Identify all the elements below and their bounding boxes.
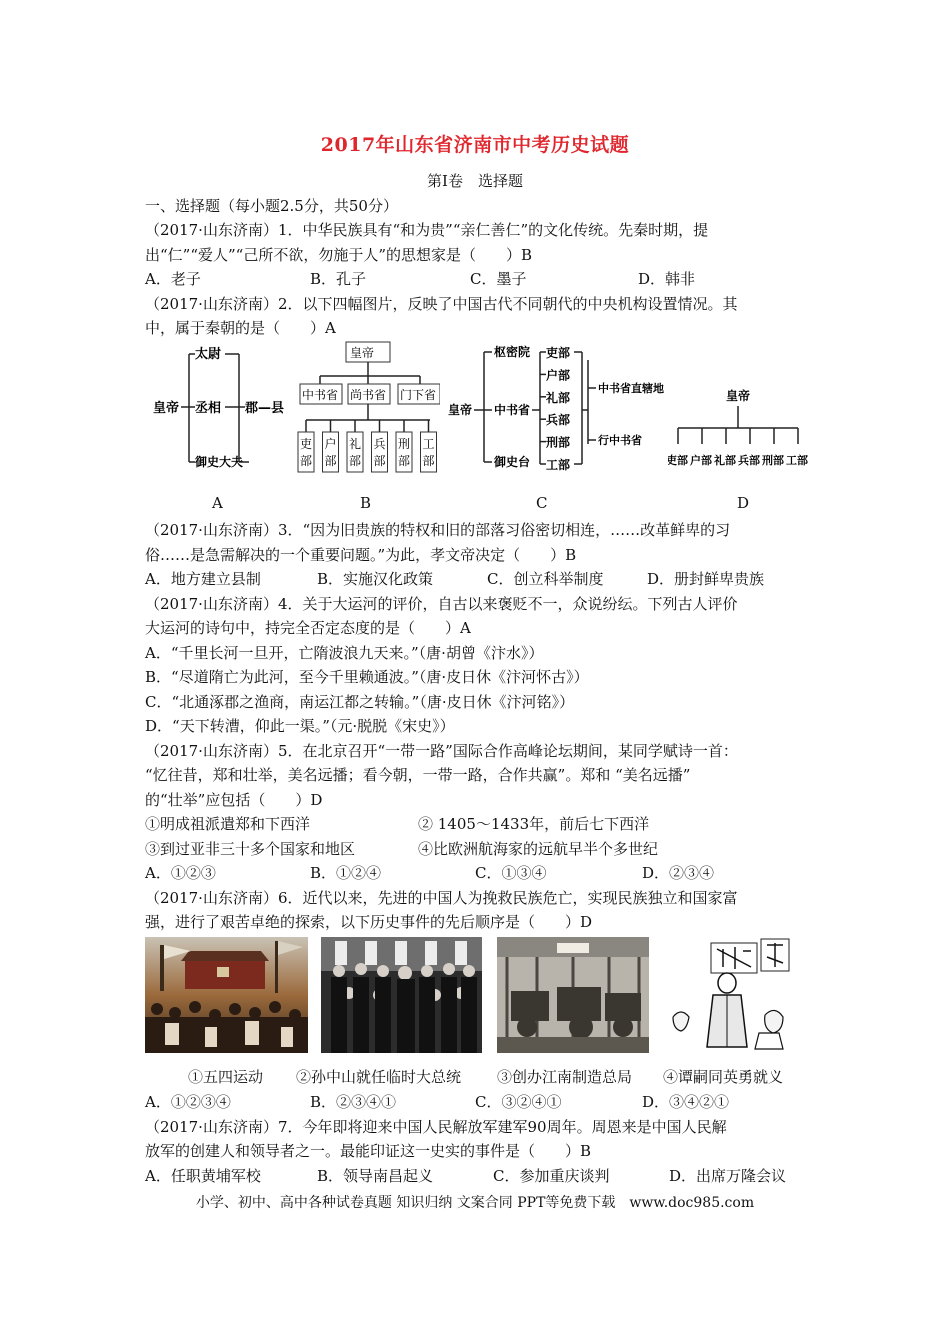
q3-option-d: D．册封鲜卑贵族 [647,570,765,588]
q6-option-c: C．③②④① [475,1093,562,1111]
q7-options [145,1164,805,1188]
diagram-b-ministry-1-char-0: 户 [324,437,337,451]
diagram-d-ministry-1: 户部 [690,454,712,467]
q1-option-d: D．韩非 [638,270,696,288]
q7-option-a: A．任职黄埔军校 [145,1167,261,1185]
diagram-d-emperor: 皇帝 [726,389,751,403]
diagram-d-ministry-2: 礼部 [714,454,736,467]
q3-option-b: B．实施汉化政策 [317,570,434,588]
part-heading: 一、选择题（每小题2.5分，共50分） [145,197,398,215]
diagram-d-ministry-5: 工部 [786,454,808,467]
diagram-a-county: 郡—县 [245,401,285,416]
q5-line1: （2017·山东济南）5．在北京召开“一带一路”国际合作高峰论坛期间，某同学赋诗一首： [145,742,738,760]
diagram-b-ministry-1-char-1: 部 [324,454,337,468]
diagram-b-zhongshu: 中书省 [302,388,339,402]
diagram-c-ministry-5: 工部 [546,458,571,472]
diagram-a-taiwei: 太尉 [195,347,222,362]
q2-line2: 中，属于秦朝的是（ ）A [145,319,336,337]
q4-option-d: D．“天下转漕，仰此一渠。”（元·脱脱《宋史》） [145,717,455,735]
diagram-b-ministry-3-char-0: 兵 [373,437,386,451]
section-title: 第Ⅰ卷 选择题 [427,172,523,190]
diagram-a-emperor: 皇帝 [153,401,180,416]
diagram-c-ministry-4: 刑部 [546,435,571,450]
q7-line2: 放军的创建人和领导者之一。最能印证这一史实的事件是（ ）B [145,1142,592,1160]
diagram-b-ministry-4-char-0: 刑 [398,437,411,451]
q7-line1: （2017·山东济南）7．今年即将迎来中国人民解放军建军90周年。周恩来是中国人民解 [145,1118,727,1136]
diagram-a [145,340,295,484]
photo-tan-sitong [663,937,797,1053]
diagram-b-ministry-5-char-0: 工 [422,437,435,451]
q4-option-a: A．“千里长河一旦开，亡隋波浪九天来。”（唐·胡曾《汴水》） [145,644,544,662]
diagram-c-ministry-3: 兵部 [546,413,571,428]
q6-line1: （2017·山东济南）6．近代以来，先进的中国人为挽救民族危亡，实现民族独立和国家富 [145,889,738,907]
diagram-b-ministry-5-char-1: 部 [422,454,435,468]
diagram-b-ministry-0-char-1: 部 [300,454,313,468]
diagram-c-ministry-1: 户部 [546,368,571,383]
q6-caption-4: ④谭嗣同英勇就义 [663,1068,784,1086]
q1-option-c: C．墨子 [470,270,527,288]
diagram-d [668,340,808,484]
q3-line2: 俗……是急需解决的一个重要问题。”为此，孝文帝决定（ ）B [145,546,577,564]
q6-option-d: D．③④②① [642,1093,730,1111]
diagram-a-chengxiang: 丞相 [195,401,222,416]
q5-item-2: ② 1405～1433年，前后七下西洋 [418,815,650,833]
diagram-b [296,340,440,484]
q4-line2: 大运河的诗句中，持完全否定态度的是（ ）A [145,619,471,637]
q6-caption-2: ②孙中山就任临时大总统 [296,1068,462,1086]
q4-option-c: C．“北通涿郡之渔商，南运江都之转输。”（唐·皮日休《汴河铭》） [145,693,575,711]
diagram-c-ministry-2: 礼部 [546,390,571,405]
q7-option-c: C．参加重庆谈判 [493,1167,610,1185]
q6-option-b: B．②③④① [310,1093,397,1111]
q5-item-3: ③到过亚非三十多个国家和地区 [145,840,356,858]
diagram-c-label: C [536,494,548,512]
diagram-c-zhongshu: 中书省 [494,403,531,417]
diagram-d-label: D [737,494,750,512]
q3-option-c: C．创立科举制度 [487,570,604,588]
diagram-d-ministry-4: 刑部 [762,454,784,467]
q5-line2: “忆往昔，郑和壮举，美名远播；看今朝，一带一路，合作共赢”。郑和 “美名远播” [145,766,691,784]
diagram-c-zhixia: 中书省直辖地 [598,382,664,395]
q4-line1: （2017·山东济南）4．关于大运河的评价，自古以来褒贬不一，众说纷纭。下列古人评价 [145,595,738,613]
q5-option-d: D．②③④ [642,864,715,882]
q4-option-b: B．“尽道隋亡为此河，至今千里赖通波。”（唐·皮日休《汴河怀古》） [145,668,589,686]
photo-jiangnan-arsenal [497,937,649,1053]
diagram-d-ministry-0: 吏部 [668,454,688,467]
q5-item-4: ④比欧洲航海家的远航早半个多世纪 [418,840,659,858]
q3-options [145,567,805,591]
q5-item-1: ①明成祖派遣郑和下西洋 [145,815,311,833]
q2-line1: （2017·山东济南）2．以下四幅图片，反映了中国古代不同朝代的中央机构设置情况。其 [145,295,738,313]
diagram-b-ministry-2-char-1: 部 [349,454,362,468]
q5-options [145,861,805,885]
q3-option-a: A．地方建立县制 [145,570,261,588]
q1-options [145,267,805,291]
q6-options [145,1090,805,1114]
q1-option-b: B．孔子 [310,270,367,288]
q3-line1: （2017·山东济南）3．“因为旧贵族的特权和旧的部落习俗密切相连，……改革鲜卑的习 [145,521,731,539]
diagram-b-emperor: 皇帝 [350,346,375,360]
diagram-b-ministry-2-char-0: 礼 [349,437,362,451]
diagram-b-ministry-3-char-1: 部 [373,454,386,468]
q6-option-a: A．①②③④ [145,1093,231,1111]
q1-option-a: A．老子 [145,270,201,288]
photo-may-fourth [145,937,308,1053]
photo-sun-yatsen [321,937,482,1053]
diagram-c-ministry-0: 吏部 [546,346,571,360]
diagram-b-label: B [360,494,372,512]
diagram-a-yushi: 御史大夫 [195,455,244,469]
q5-line3: 的“壮举”应包括（ ）D [145,791,323,809]
diagram-d-ministry-3: 兵部 [738,454,760,467]
q6-line2: 强，进行了艰苦卓绝的探索，以下历史事件的先后顺序是（ ）D [145,913,593,931]
diagram-c-yushitai: 御史台 [494,455,531,469]
q6-caption-1: ①五四运动 [188,1068,264,1086]
q5-option-b: B．①②④ [310,864,382,882]
diagram-b-menxia: 门下省 [400,388,437,402]
q1-line2: 出“仁”“爱人”“己所不欲，勿施于人”的思想家是（ ）B [145,246,533,264]
diagram-a-label: A [212,494,223,512]
diagram-b-ministry-0-char-0: 吏 [300,437,313,451]
q5-option-c: C．①③④ [475,864,547,882]
diagram-c-shumi: 枢密院 [494,345,531,359]
q5-option-a: A．①②③ [145,864,216,882]
q7-option-d: D．出席万隆会议 [669,1167,787,1185]
diagram-b-shangshu: 尚书省 [350,388,387,402]
q7-option-b: B．领导南昌起义 [317,1167,434,1185]
diagram-c-emperor: 皇帝 [448,403,473,417]
diagram-c-xingsheng: 行中书省 [598,434,642,447]
q6-caption-3: ③创办江南制造总局 [497,1068,633,1086]
diagram-c [446,340,666,484]
page-title: 2017年山东省济南市中考历史试题 [320,134,630,156]
diagram-b-ministry-4-char-1: 部 [398,454,411,468]
q1-line1: （2017·山东济南）1．中华民族具有“和为贵”“亲仁善仁”的文化传统。先秦时期，提 [145,221,709,239]
page-footer: 小学、初中、高中各种试卷真题 知识归纳 文案合同 PPT等免费下载 www.doc985.com [195,1195,755,1211]
